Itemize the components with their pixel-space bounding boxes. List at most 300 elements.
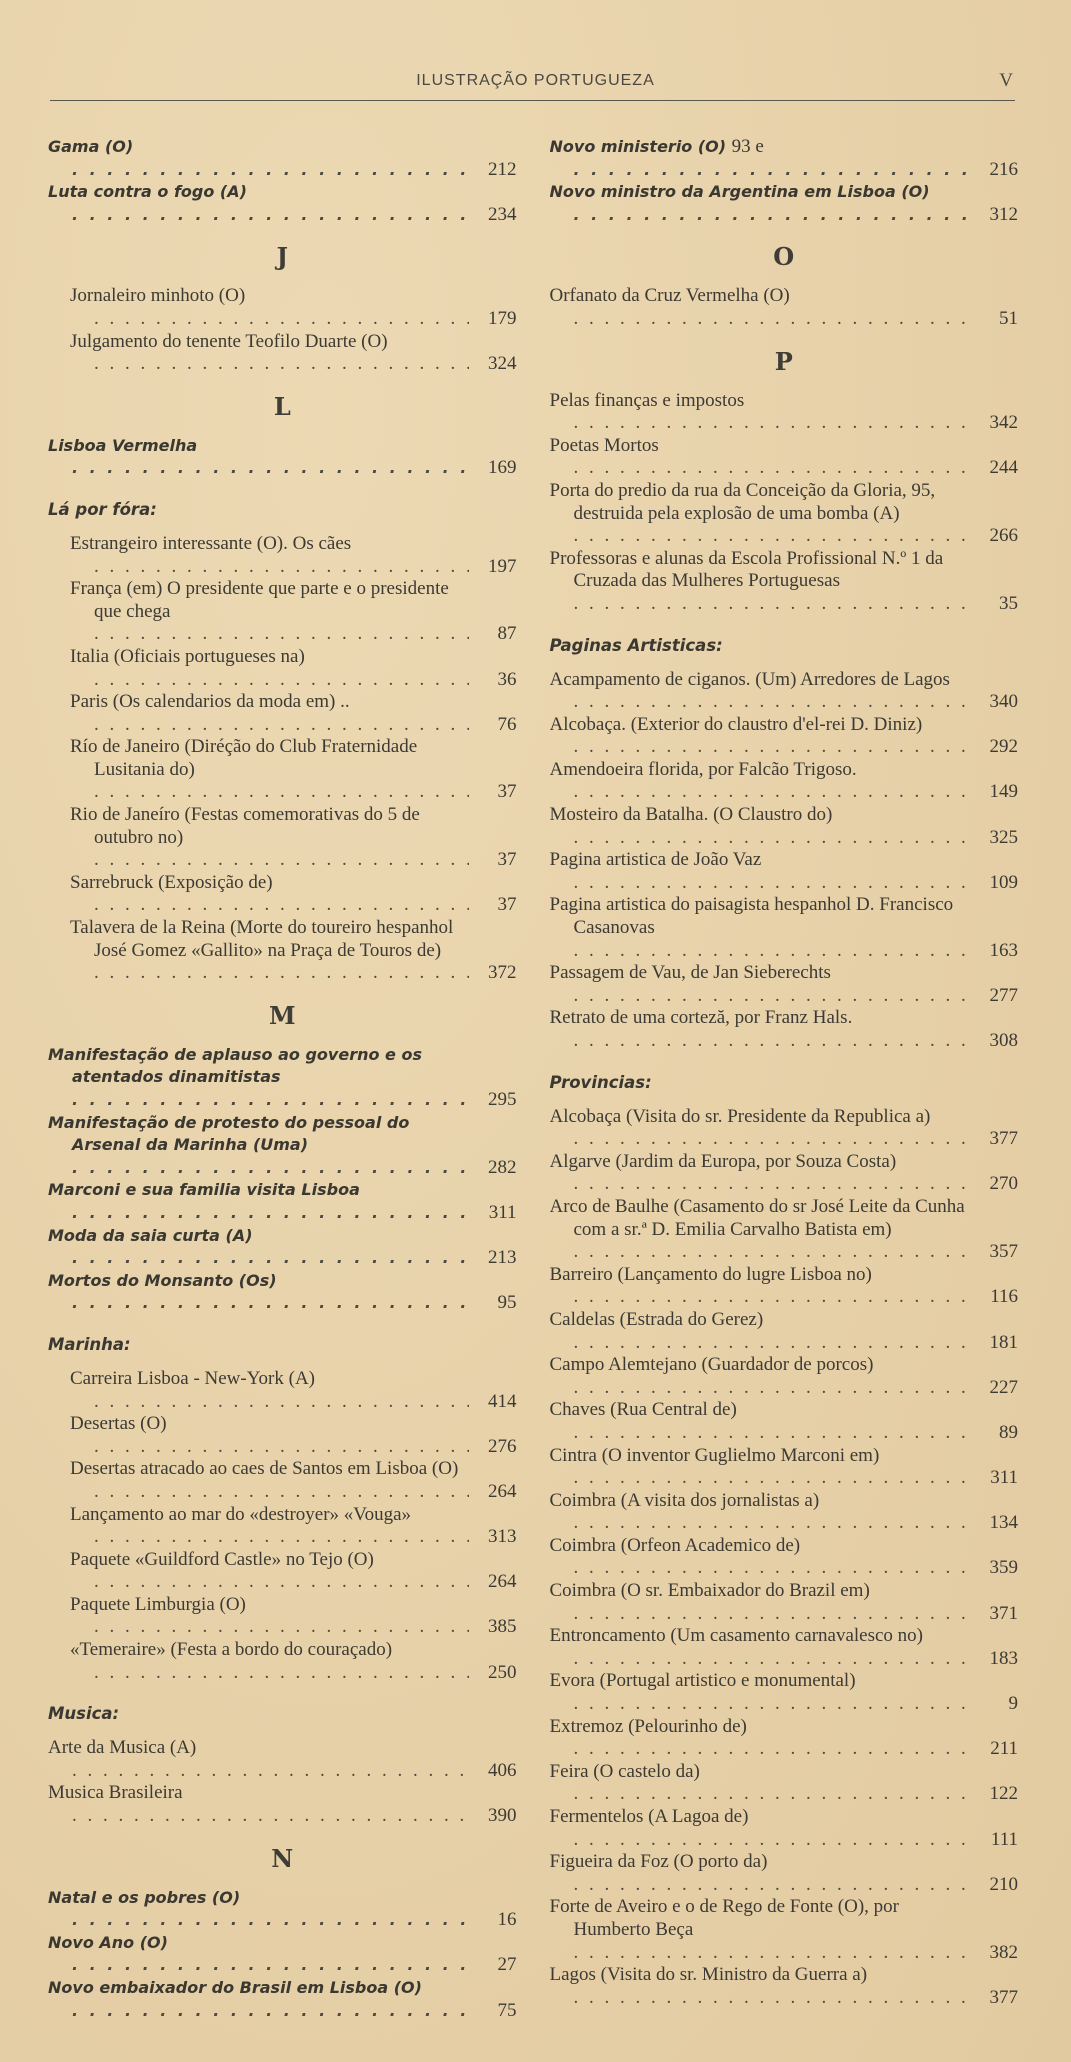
dot-leader	[94, 1616, 469, 1637]
entry-title	[550, 804, 971, 849]
entry-title	[70, 331, 469, 376]
entry-title	[550, 669, 971, 714]
page-ref: 244	[989, 457, 1018, 479]
page-ref: 76	[497, 713, 517, 735]
page-ref: 227	[989, 1376, 1018, 1398]
page-ref: 276	[488, 1435, 517, 1457]
entry-text: Lagos (Visita do sr. Ministro da Guerra a)	[549, 1964, 868, 1986]
entry-title	[70, 1549, 469, 1594]
page-header	[0, 0, 1071, 110]
page-ref: 37	[497, 781, 517, 803]
dot-leader	[574, 1603, 971, 1624]
index-entry	[48, 1639, 517, 1684]
dot-leader	[574, 985, 971, 1006]
entry-text: Forte de Aveiro e o de Rego de Fonte (O), por Humberto Beça	[549, 1896, 899, 1940]
entry-title	[70, 1504, 469, 1549]
entry-title	[70, 1368, 469, 1413]
entry-title	[70, 578, 469, 646]
entry-text: Jornaleiro minhoto (O)	[70, 285, 246, 307]
index-entry	[550, 1264, 1019, 1309]
entry-text: Retrato de uma corteză, por Franz Hals.	[549, 1007, 853, 1029]
dot-leader	[72, 1760, 469, 1781]
entry-title	[70, 1639, 469, 1684]
entry-title	[48, 1782, 469, 1827]
page-ref: 295	[488, 1089, 517, 1110]
page-ref: 36	[497, 668, 517, 690]
index-entry	[550, 435, 1019, 480]
page-ref: 27	[497, 1954, 517, 1976]
right-column	[550, 136, 1019, 2022]
entry-title	[70, 804, 469, 872]
entry-text: Figueira da Foz (O porto da)	[549, 1851, 768, 1873]
entry-text: Gama (O)	[48, 137, 134, 156]
page-ref: 149	[989, 781, 1018, 803]
index-entry	[48, 1977, 517, 2022]
entry-title	[550, 1625, 971, 1670]
page-ref: 371	[989, 1602, 1018, 1624]
dot-leader	[94, 714, 469, 735]
index-entry	[48, 181, 517, 226]
entry-text: Marconi e sua familia visita Lisboa	[48, 1180, 360, 1200]
entry-title	[48, 1270, 469, 1315]
entry-text: Professoras e alunas da Escola Profissional N.º 1 da Cruzada das Mulheres Portuguesas	[549, 547, 944, 592]
entry-text: Lisboa Vermelha	[48, 435, 198, 455]
entry-title	[550, 1851, 971, 1896]
index-entry	[48, 1549, 517, 1594]
index-entry	[48, 1368, 517, 1413]
entry-text: Coimbra (A visita dos jornalistas a)	[549, 1489, 820, 1511]
section-heading-la-por-fora: Lá por fóra:	[48, 499, 157, 519]
entry-text: Orfanato da Cruz Vermelha (O)	[549, 285, 790, 307]
entry-title	[550, 1445, 971, 1490]
entry-text: Alcobaça (Visita do sr. Presidente da Republica a)	[549, 1105, 931, 1127]
letter-heading-l: L	[273, 391, 291, 421]
entry-title	[550, 435, 971, 480]
dot-leader	[574, 525, 971, 546]
index-entry	[550, 1964, 1019, 2009]
dot-leader	[574, 1829, 971, 1850]
page-ref: 95	[497, 1292, 517, 1314]
entry-title	[70, 285, 469, 330]
entry-text: Entroncamento (Um casamento carnavalesco no)	[549, 1625, 924, 1647]
dot-leader	[574, 781, 971, 802]
entry-title	[70, 691, 469, 736]
entry-title	[70, 917, 469, 985]
dot-leader	[574, 412, 971, 433]
page-ref: 87	[497, 623, 517, 645]
entry-text: Natal e os pobres (O)	[48, 1887, 241, 1907]
index-entry	[48, 331, 517, 376]
index-entry	[48, 285, 517, 330]
page-ref: 163	[989, 939, 1018, 961]
dot-leader	[574, 1030, 971, 1051]
entry-text: Extremoz (Pelourinho de)	[549, 1715, 747, 1737]
page-ref: 197	[488, 555, 517, 577]
page-ref: 116	[990, 1286, 1018, 1308]
entry-title	[550, 1354, 971, 1399]
dot-leader	[574, 736, 971, 757]
left-column	[48, 136, 517, 2022]
entry-title	[48, 1932, 469, 1977]
index-entry	[550, 1761, 1019, 1806]
page-ref: 377	[989, 1986, 1018, 2008]
page-ref: 213	[488, 1247, 517, 1269]
entry-title	[550, 962, 971, 1007]
index-entry	[550, 1625, 1019, 1670]
page-ref: 264	[488, 1571, 517, 1593]
entry-title	[48, 1977, 469, 2022]
entry-text: Talavera de la Reina (Morte do toureiro hespanhol José Gomez «Gallito» na Praça de Touros de)	[70, 917, 454, 961]
page-ref: 134	[989, 1512, 1018, 1534]
page-ref: 325	[989, 826, 1018, 848]
page-ref: 282	[488, 1156, 517, 1178]
dot-leader	[72, 1090, 469, 1109]
page-ref: 216	[989, 158, 1018, 180]
index-entry	[48, 435, 517, 480]
entry-list	[48, 1737, 517, 1827]
dot-leader	[574, 308, 971, 329]
dot-leader	[574, 1648, 971, 1669]
index-entry	[48, 1594, 517, 1639]
entry-text: Alcobaça. (Exterior do claustro d'el-rei D. Diniz)	[549, 713, 923, 735]
entry-title	[48, 136, 469, 181]
dot-leader	[94, 623, 469, 644]
entry-title	[48, 1112, 469, 1180]
dot-leader	[94, 669, 469, 690]
index-entry	[550, 669, 1019, 714]
index-entry	[48, 1887, 517, 1932]
entry-text: Novo ministro da Argentina em Lisboa (O)	[549, 182, 930, 202]
entry-title	[550, 285, 971, 330]
entry-text: Passagem de Vau, de Jan Sieberechts	[549, 962, 831, 984]
index-entry	[550, 1309, 1019, 1354]
index-entry	[48, 1179, 517, 1224]
entry-title	[48, 1225, 469, 1270]
page-ref: 250	[488, 1661, 517, 1683]
index-entry	[48, 1782, 517, 1827]
dot-leader	[94, 1662, 469, 1683]
dot-leader	[574, 1512, 971, 1533]
index-entry	[550, 1399, 1019, 1444]
page-ref: 357	[989, 1241, 1018, 1263]
entry-text: Sarrebruck (Exposição de)	[70, 871, 273, 893]
entry-title	[550, 1716, 971, 1761]
entry-text: Paquete «Guildford Castle» no Tejo (O)	[70, 1548, 374, 1570]
entry-title	[70, 1594, 469, 1639]
page-ref: 211	[990, 1738, 1018, 1760]
index-entry	[48, 136, 517, 181]
entry-list	[550, 1106, 1019, 2010]
dot-leader	[574, 872, 971, 893]
entry-title	[550, 1535, 971, 1580]
index-entry	[48, 1737, 517, 1782]
entry-text: Novo Ano (O)	[48, 1932, 168, 1952]
entry-title	[550, 714, 971, 759]
entry-title	[48, 1737, 469, 1782]
dot-leader	[574, 691, 971, 712]
page-ref: 122	[989, 1783, 1018, 1805]
entry-text: Mortos do Monsanto (Os)	[48, 1270, 277, 1290]
entry-title	[550, 1399, 971, 1444]
dot-leader	[574, 1874, 971, 1895]
entry-title	[550, 1106, 971, 1151]
page-ref: 111	[990, 1828, 1018, 1850]
page-ref: 340	[989, 691, 1018, 713]
dot-leader	[94, 308, 469, 329]
page-ref: 210	[989, 1873, 1018, 1895]
entry-text: Estrangeiro interessante (O). Os cães	[70, 532, 352, 554]
dot-leader	[574, 1693, 971, 1714]
dot-leader	[72, 1203, 469, 1222]
entry-text: Algarve (Jardim da Europa, por Souza Costa)	[549, 1150, 897, 1172]
dot-leader	[72, 458, 469, 477]
entry-text: Novo ministerio (O)	[549, 137, 727, 156]
entry-text: Barreiro (Lançamento do lugre Lisboa no)	[549, 1263, 872, 1285]
entry-title	[70, 872, 469, 917]
entry-text: Amendoeira florida, por Falcão Trigoso.	[549, 758, 857, 780]
entry-text: Arco de Baulhe (Casamento do sr José Leite da Cunha com a sr.ª D. Emilia Carvalho Batista em)	[549, 1195, 965, 1240]
dot-leader	[72, 1910, 469, 1929]
index-entry	[48, 804, 517, 872]
entry-title	[550, 1806, 971, 1851]
index-entry	[550, 285, 1019, 330]
letter-heading-o: O	[773, 242, 795, 272]
entry-title	[550, 1580, 971, 1625]
letter-heading-p: P	[774, 346, 793, 376]
index-entry	[550, 1670, 1019, 1715]
page-ref: 372	[488, 962, 517, 984]
index-entry	[550, 390, 1019, 435]
entry-text: Pagina artistica do paisagista hespanhol D. Francisco Casanovas	[549, 894, 954, 939]
page-ref: 37	[497, 894, 517, 916]
dot-leader	[72, 1805, 469, 1826]
dot-leader	[72, 205, 469, 224]
dot-leader	[574, 940, 971, 961]
entry-list	[550, 285, 1019, 330]
entry-text: Desertas (O)	[70, 1413, 167, 1435]
page-ref: 234	[488, 203, 517, 225]
page-ref: 169	[488, 457, 517, 479]
entry-list	[48, 435, 517, 480]
index-entry	[48, 691, 517, 736]
entry-title	[550, 849, 971, 894]
page-ref: 16	[497, 1909, 517, 1931]
index-entry	[550, 1806, 1019, 1851]
entry-title	[550, 1007, 971, 1052]
entry-text: Acampamento de ciganos. (Um) Arredores de Lagos	[549, 668, 950, 690]
entry-text: Italia (Oficiais portugueses na)	[70, 645, 305, 667]
entry-list	[48, 136, 517, 226]
entry-text: Arte da Musica (A)	[48, 1737, 197, 1759]
entry-text: Campo Alemtejano (Guardador de porcos)	[549, 1354, 874, 1376]
index-entry	[550, 1106, 1019, 1151]
entry-title	[70, 1413, 469, 1458]
page-ref: 308	[989, 1030, 1018, 1051]
page-ref: 390	[488, 1805, 517, 1827]
header-rule	[50, 100, 1015, 101]
entry-title	[70, 736, 469, 804]
entry-list	[550, 390, 1019, 616]
dot-leader	[94, 781, 469, 802]
entry-title	[550, 1896, 971, 1964]
entry-text: Chaves (Rua Central de)	[549, 1399, 737, 1421]
page-ref: 109	[989, 871, 1018, 893]
entry-text: Desertas atracado ao caes de Santos em Lisboa (O)	[70, 1458, 459, 1480]
entry-text: Pelas finanças e impostos	[549, 389, 745, 411]
dot-leader	[574, 457, 971, 478]
entry-text: «Temeraire» (Festa a bordo do couraçado)	[70, 1639, 393, 1661]
entry-title	[550, 480, 971, 548]
dot-leader	[574, 1286, 971, 1307]
index-entry	[550, 894, 1019, 962]
entry-list	[550, 136, 1019, 226]
dot-leader	[94, 1526, 469, 1547]
entry-text: Carreira Lisboa - New-York (A)	[70, 1367, 315, 1389]
index-entry	[550, 849, 1019, 894]
index-entry	[48, 1270, 517, 1315]
page-ref: 9	[1008, 1693, 1018, 1715]
entry-text: Mosteiro da Batalha. (O Claustro do)	[549, 804, 833, 826]
dot-leader	[72, 1955, 469, 1974]
page-ref: 89	[999, 1421, 1018, 1443]
index-entry	[48, 872, 517, 917]
entry-text: Fermentelos (A Lagoa de)	[549, 1806, 749, 1827]
page-ref: 277	[989, 984, 1018, 1006]
page-ref: 311	[990, 1467, 1018, 1489]
entry-text: Coimbra (O sr. Embaixador do Brazil em)	[549, 1580, 870, 1602]
entry-list	[48, 285, 517, 375]
page-ref: 377	[989, 1128, 1018, 1150]
index-columns	[0, 110, 1071, 2062]
dot-leader	[72, 1293, 469, 1312]
entry-title	[48, 181, 469, 226]
entry-text: Porta do predio da rua da Conceição da Gloria, 95, destruida pela explosão de uma bomba (A)	[549, 479, 936, 524]
page-ref: 266	[989, 525, 1018, 547]
dot-leader	[94, 894, 469, 915]
dot-leader	[574, 1987, 971, 2008]
section-heading-paginas-artisticas: Paginas Artisticas:	[549, 635, 723, 655]
dot-leader	[574, 1241, 971, 1262]
entry-title	[550, 1309, 971, 1354]
entry-list	[48, 1044, 517, 1315]
entry-title	[70, 1458, 469, 1503]
dot-leader	[574, 593, 971, 614]
entry-text: Lançamento ao mar do «destroyer» «Vouga»	[70, 1503, 412, 1525]
page-ref: 359	[989, 1557, 1018, 1579]
entry-text: Feira (O castelo da)	[549, 1760, 700, 1782]
publication-title: ILUSTRAÇÃO PORTUGUEZA	[416, 72, 655, 89]
entry-text: Cintra (O inventor Guglielmo Marconi em)	[549, 1444, 880, 1466]
dot-leader	[574, 1332, 971, 1353]
entry-text: Paris (Os calendarios da moda em) ..	[70, 691, 350, 713]
index-entry	[550, 1580, 1019, 1625]
dot-leader	[574, 1467, 971, 1488]
page-ref: 212	[488, 158, 517, 180]
dot-leader	[94, 1481, 469, 1502]
dot-leader	[72, 1248, 469, 1267]
entry-title	[48, 1887, 469, 1932]
entry-text: Pagina artistica de João Vaz	[549, 849, 762, 871]
entry-title	[550, 181, 971, 226]
section-heading-marinha: Marinha:	[48, 1334, 131, 1354]
page-ref: 382	[989, 1941, 1018, 1963]
index-entry	[48, 1504, 517, 1549]
dot-leader	[574, 1942, 971, 1963]
entry-text: França (em) O presidente que parte e o presidente que chega	[70, 578, 449, 622]
dot-leader	[94, 556, 469, 577]
page-ref: 311	[488, 1201, 517, 1223]
dot-leader	[72, 2001, 469, 2020]
dot-leader	[94, 353, 469, 374]
page-ref: 37	[497, 849, 517, 871]
dot-leader	[72, 160, 469, 179]
dot-leader	[94, 1571, 469, 1592]
index-entry	[550, 1851, 1019, 1896]
dot-leader	[574, 1422, 971, 1443]
page-ref: 75	[497, 1999, 517, 2021]
entry-title	[550, 1490, 971, 1535]
entry-text: Manifestação de protesto do pessoal do Arsenal da Marinha (Uma)	[48, 1112, 410, 1155]
index-entry	[550, 1716, 1019, 1761]
page-ref: 51	[999, 307, 1018, 329]
entry-list	[48, 533, 517, 985]
entry-text: Musica Brasileira	[48, 1782, 183, 1804]
entry-text: Poetas Mortos	[549, 434, 659, 456]
entry-title	[70, 646, 469, 691]
index-entry	[550, 759, 1019, 804]
index-entry	[48, 1413, 517, 1458]
page-ref: 181	[989, 1331, 1018, 1353]
entry-list	[48, 1368, 517, 1684]
entry-text: Paquete Limburgia (O)	[70, 1593, 246, 1615]
page-ref: 385	[488, 1616, 517, 1638]
page-ref: 35	[999, 592, 1018, 614]
dot-leader	[574, 1738, 971, 1759]
entry-title	[48, 435, 469, 480]
dot-leader	[574, 160, 971, 179]
dot-leader	[94, 1391, 469, 1412]
index-entry	[550, 1896, 1019, 1964]
index-entry	[550, 1196, 1019, 1264]
entry-title	[550, 759, 971, 804]
entry-text: Manifestação de aplauso ao governo e os atentados dinamitistas	[48, 1044, 422, 1087]
page-ref: 270	[989, 1173, 1018, 1195]
entry-title	[550, 1264, 971, 1309]
dot-leader	[574, 1783, 971, 1804]
entry-title	[550, 548, 971, 616]
index-entry	[550, 1535, 1019, 1580]
entry-list	[48, 1887, 517, 2023]
dot-leader	[574, 1557, 971, 1578]
page-number: V	[999, 70, 1013, 91]
index-entry	[550, 1445, 1019, 1490]
dot-leader	[574, 827, 971, 848]
index-entry	[48, 1112, 517, 1180]
entry-title	[550, 1964, 971, 2009]
index-entry	[48, 1458, 517, 1503]
entry-title	[550, 1761, 971, 1806]
dot-leader	[574, 1377, 971, 1398]
page-ref: 264	[488, 1480, 517, 1502]
index-entry	[48, 1044, 517, 1112]
entry-title	[550, 136, 971, 181]
entry-list	[550, 669, 1019, 1053]
index-entry	[550, 714, 1019, 759]
section-heading-provincias: Provincias:	[549, 1072, 652, 1092]
index-entry	[48, 917, 517, 985]
page-ref: 324	[488, 353, 517, 375]
index-entry	[550, 1354, 1019, 1399]
